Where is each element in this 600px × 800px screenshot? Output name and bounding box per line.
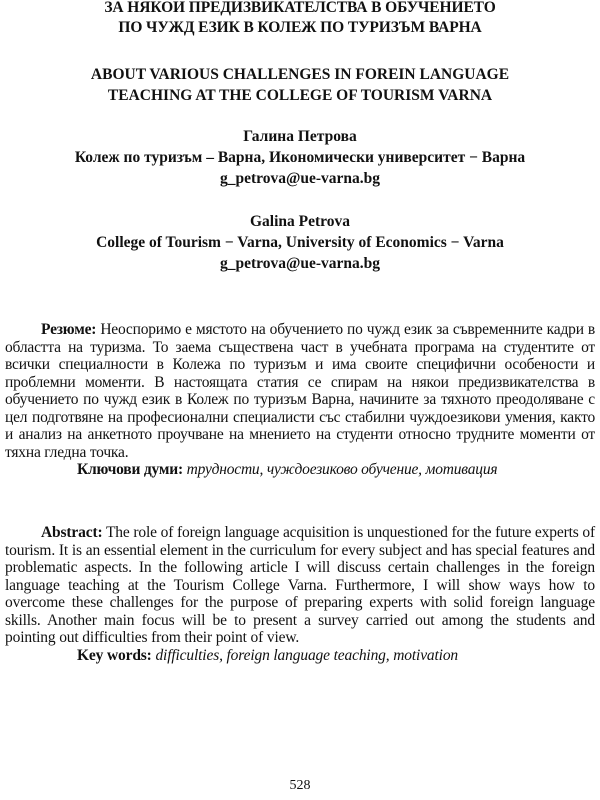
title-english-line: TEACHING AT THE COLLEGE OF TOURISM VARNA [107,87,493,104]
author-affiliation: College of Tourism − Varna, University of Economics − Varna [96,234,504,251]
keywords-text: трудности, чуждоезиково обучение, мотивация [186,461,498,478]
title-bulgarian [0,0,600,38]
author-name: Galina Petrova [249,213,351,230]
title-bulgarian-line: ПО ЧУЖД ЕЗИК В КОЛЕЖ ПО ТУРИЗЪМ ВАРНА [118,19,482,36]
author-name: Галина Петрова [243,128,357,145]
abstract-text: Неоспоримо е мястото на обучението по чужд език за съвременните кадри в областта на туризма. То заема съществена част в учебната програма на студентите от всички специалности в Колежа по туризъм и има своите специфични особености и проблемни моменти. В настоящата статия се спирам на някои предизвикателства в обучението по чужд език в Колеж по туризъм Варна, начините за тяхното преодоляване с цел подготвяне на професионални специалисти със стабилни чуждоезикови умения, както и анализ на анкетното проучване на мнението на студенти относно трудните моменти от тяхна гледна точка. [5,321,595,461]
author-affiliation: Колеж по туризъм – Варна, Икономически университет − Варна [74,149,526,166]
author-email: g_petrova@ue-varna.bg [219,170,381,187]
author-block-english [0,211,600,274]
abstract-label: Резюме: [41,321,97,338]
author-email: g_petrova@ue-varna.bg [219,255,381,272]
author-block-bulgarian [0,126,600,189]
abstract-english [5,524,595,664]
title-bulgarian-line: ЗА НЯКОИ ПРЕДИЗВИКАТЕЛСТВА В ОБУЧЕНИЕТО [104,0,496,16]
abstract-text: The role of foreign language acquisition is unquestioned for the future experts of tourism. It is an essential element in the curriculum for every subject and has special features and problematic aspects. In the following article I will discuss certain challenges in the foreign language teaching at the Tourism College Varna. Furthermore, I will show ways how to overcome these challenges for the purpose of preparing experts with solid foreign language skills. Another main focus will be to present a survey carried out among the students and pointing out difficulties from their point of view. [5,524,595,646]
abstract-label: Abstract: [41,524,103,541]
abstract-paragraph [5,524,595,647]
keywords-label: Key words: [77,646,152,664]
keywords-label: Ключови думи: [77,461,183,478]
abstract-paragraph [5,321,595,461]
abstract-bulgarian [5,321,595,479]
title-english-line: ABOUT VARIOUS CHALLENGES IN FOREIN LANGUAGE [90,66,510,83]
keywords-line [5,461,595,479]
page-number: 528 [289,778,311,793]
keywords-line [5,647,595,665]
keywords-text: difficulties, foreign language teaching, motivation [155,646,459,664]
title-english [0,64,600,106]
